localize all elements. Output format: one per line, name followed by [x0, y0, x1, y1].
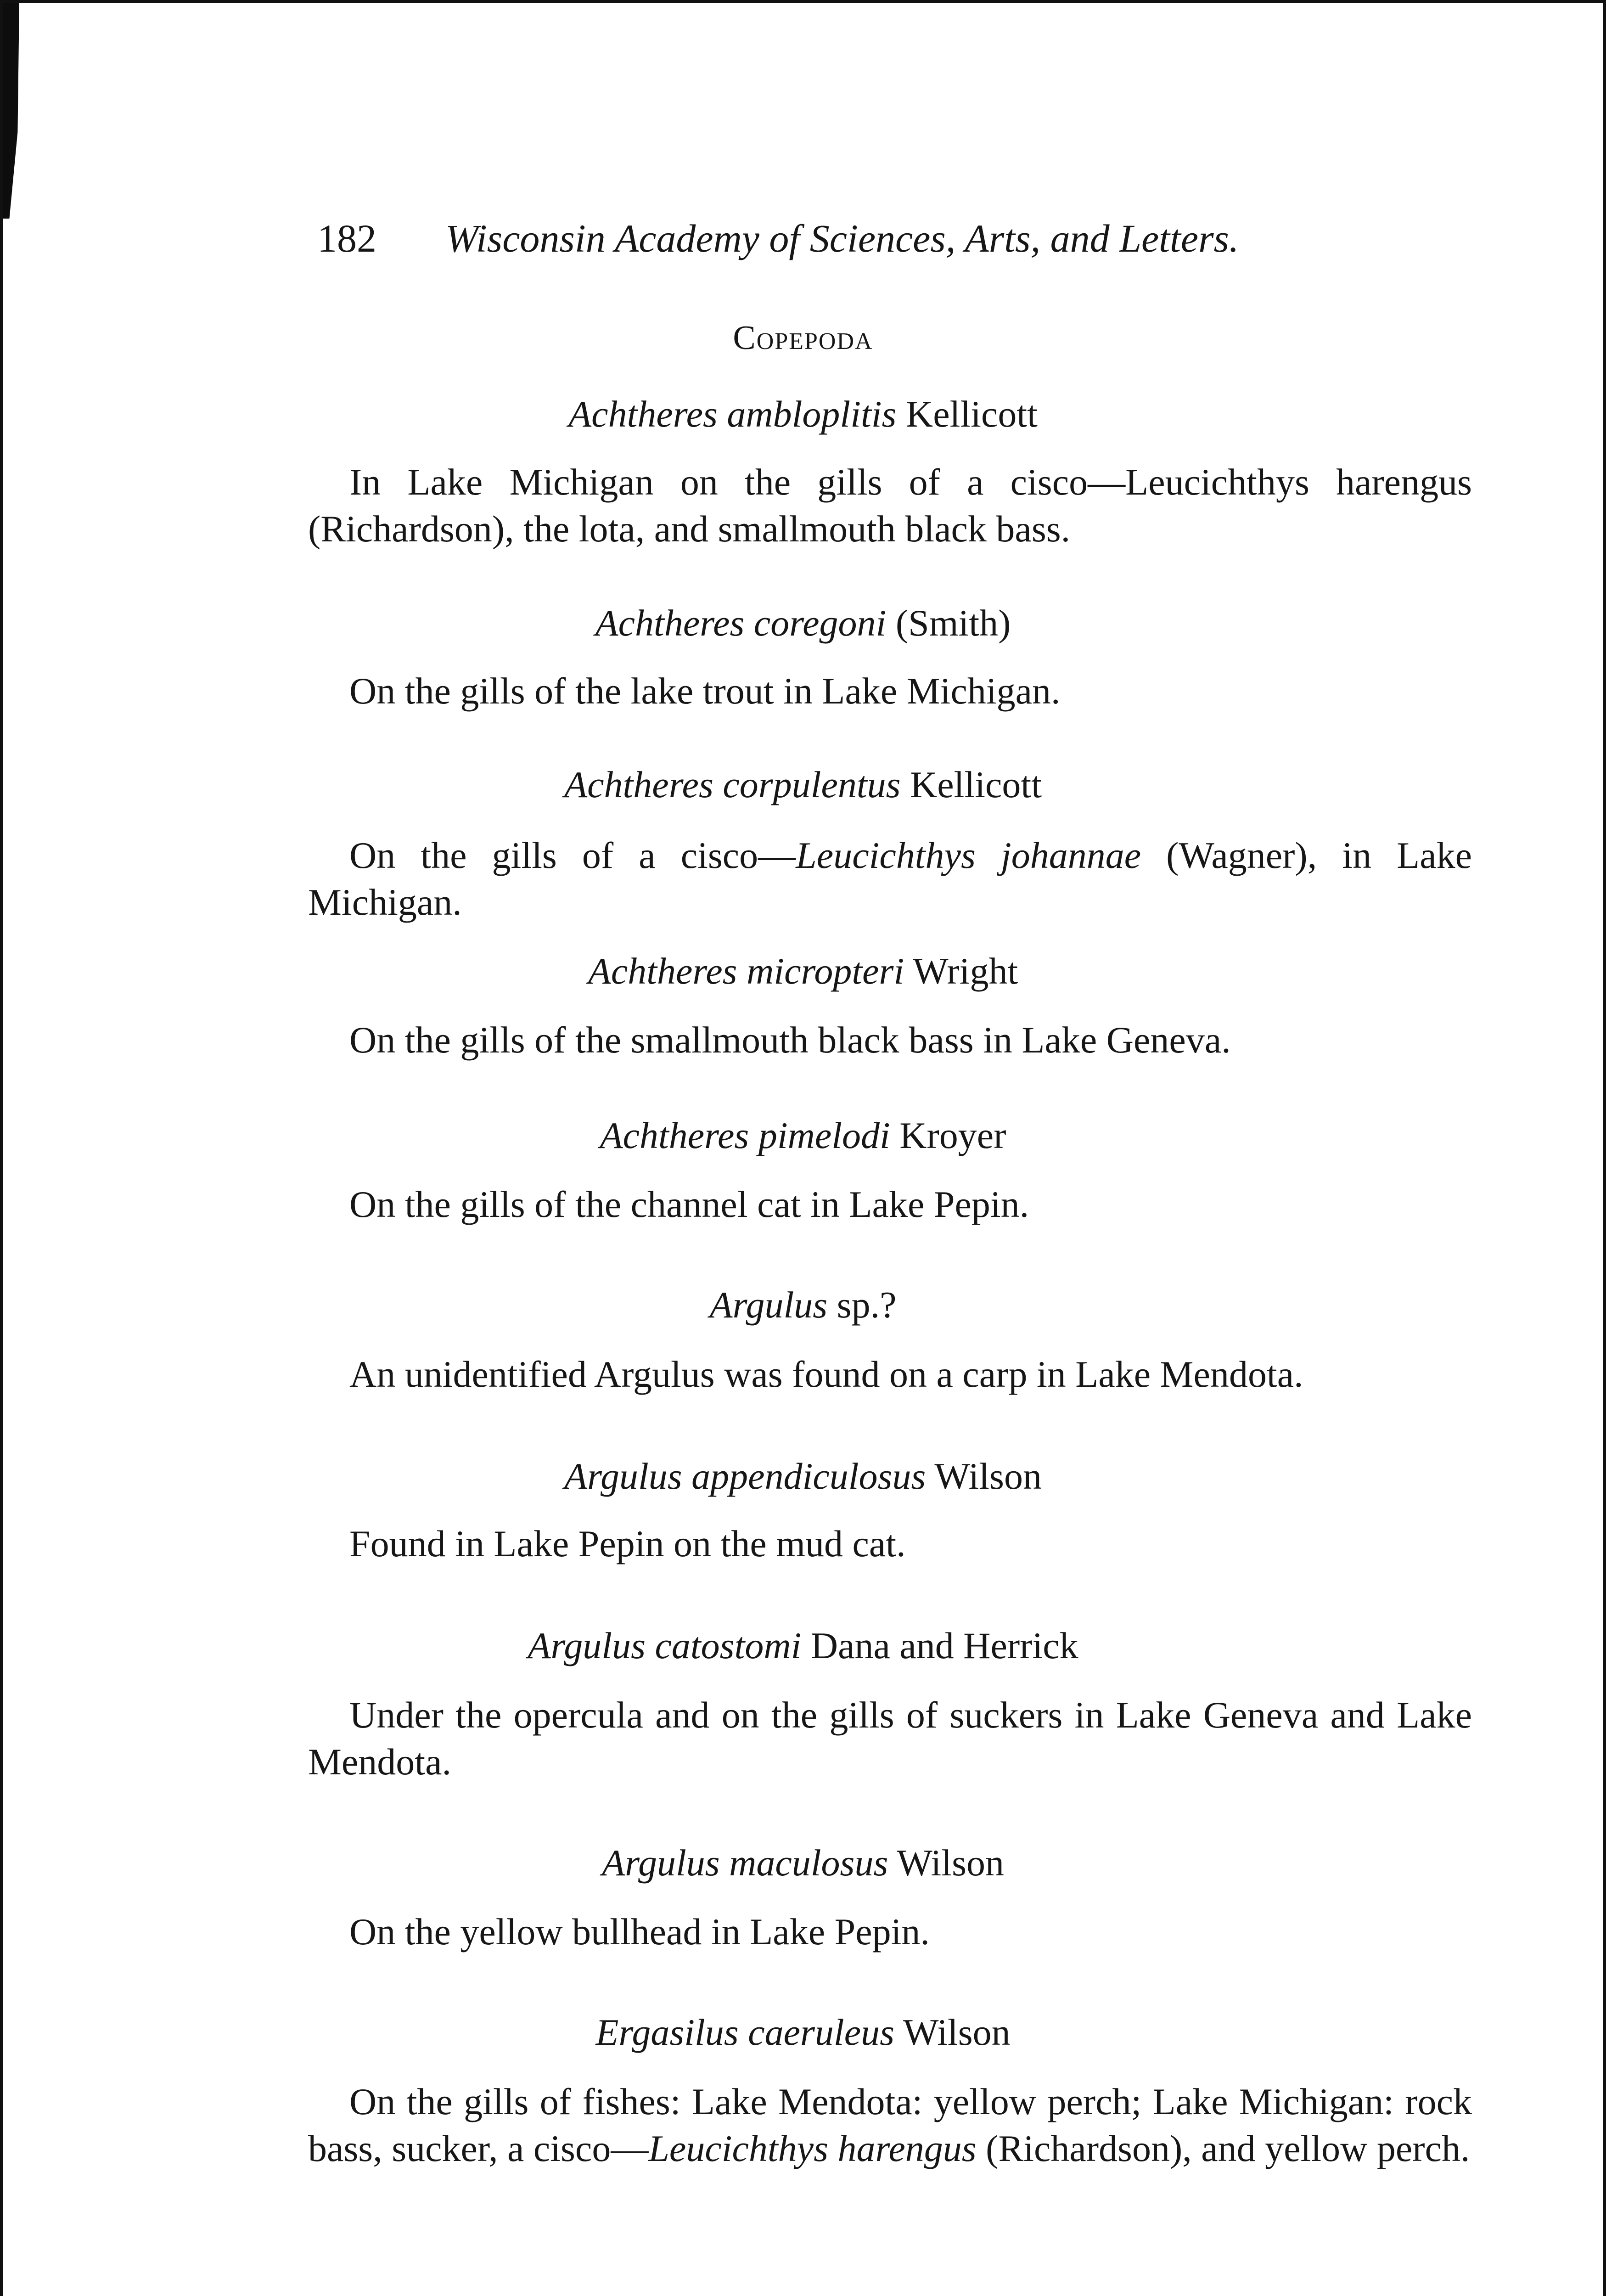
running-head	[317, 213, 1346, 264]
species-name: Argulus appendiculosus	[564, 1455, 926, 1497]
species-description: Under the opercula and on the gills of suckers in Lake Geneva and Lake Mendota.	[308, 1694, 1472, 1783]
species-authority: Wright	[904, 950, 1018, 992]
species-heading	[3, 1839, 1603, 1887]
species-authority: Kellicott	[900, 764, 1042, 805]
species-authority: (Smith)	[886, 602, 1011, 644]
species-description: On the gills of the lake trout in Lake Michigan.	[349, 670, 1061, 712]
species-description: On the gills of the smallmouth black bass in Lake Geneva.	[349, 1019, 1231, 1061]
species-heading	[3, 390, 1603, 438]
species-description: On the gills of the channel cat in Lake Pepin.	[349, 1183, 1029, 1225]
species-heading	[3, 599, 1603, 647]
species-authority: Wilson	[888, 1842, 1004, 1884]
species-heading	[3, 1281, 1603, 1329]
description-text: On the gills of a cisco—	[349, 834, 796, 876]
species-authority: sp.?	[827, 1284, 897, 1326]
species-name: Achtheres ambloplitis	[568, 393, 897, 435]
species-authority: Kellicott	[896, 393, 1038, 435]
species-authority: Wilson	[926, 1455, 1042, 1497]
page-number: 182	[317, 216, 376, 260]
species-description: Found in Lake Pepin on the mud cat.	[349, 1523, 906, 1564]
description-text: (Richardson), and yellow perch.	[976, 2127, 1470, 2169]
species-name: Achtheres pimelodi	[600, 1114, 890, 1156]
species-description	[308, 832, 1472, 926]
species-description: An unidentified Argulus was found on a carp in Lake Mendota.	[349, 1353, 1303, 1395]
species-description: On the yellow bullhead in Lake Pepin.	[349, 1911, 930, 1953]
description-italic-name: Leucichthys harengus	[648, 2127, 977, 2169]
species-authority: Wilson	[894, 2011, 1011, 2053]
scan-edge-mark	[3, 3, 19, 219]
species-name: Argulus catostomi	[528, 1625, 802, 1666]
section-title: Copepoda	[733, 319, 873, 357]
description-text: (Wagner), in Lake Michigan.	[308, 834, 1472, 923]
species-name: Achtheres corpulentus	[564, 764, 901, 805]
species-heading	[3, 947, 1603, 995]
species-name: Argulus maculosus	[602, 1842, 888, 1884]
species-heading	[3, 2008, 1603, 2056]
description-italic-name: Leucichthys johannae	[796, 834, 1141, 876]
species-name: Ergasilus caeruleus	[595, 2011, 895, 2053]
species-heading	[3, 1621, 1603, 1670]
species-description	[308, 2078, 1472, 2172]
species-name: Achtheres micropteri	[588, 950, 904, 992]
species-authority: Dana and Herrick	[801, 1625, 1078, 1666]
species-heading	[3, 1452, 1603, 1500]
species-heading	[3, 1111, 1603, 1159]
description-text: On the gills of fishes: Lake Mendota: yellow perch; Lake Michigan: rock bass, sucker, a cisco—	[308, 2081, 1472, 2169]
journal-title: Wisconsin Academy of Sciences, Arts, and Letters.	[445, 216, 1239, 260]
species-heading	[3, 760, 1603, 809]
species-description: In Lake Michigan on the gills of a cisco—Leucichthys harengus (Richardson), the lota, and smallmouth black bass.	[308, 461, 1472, 550]
species-authority: Kroyer	[890, 1114, 1006, 1156]
species-name: Argulus	[709, 1284, 828, 1326]
species-name: Achtheres coregoni	[595, 602, 887, 644]
